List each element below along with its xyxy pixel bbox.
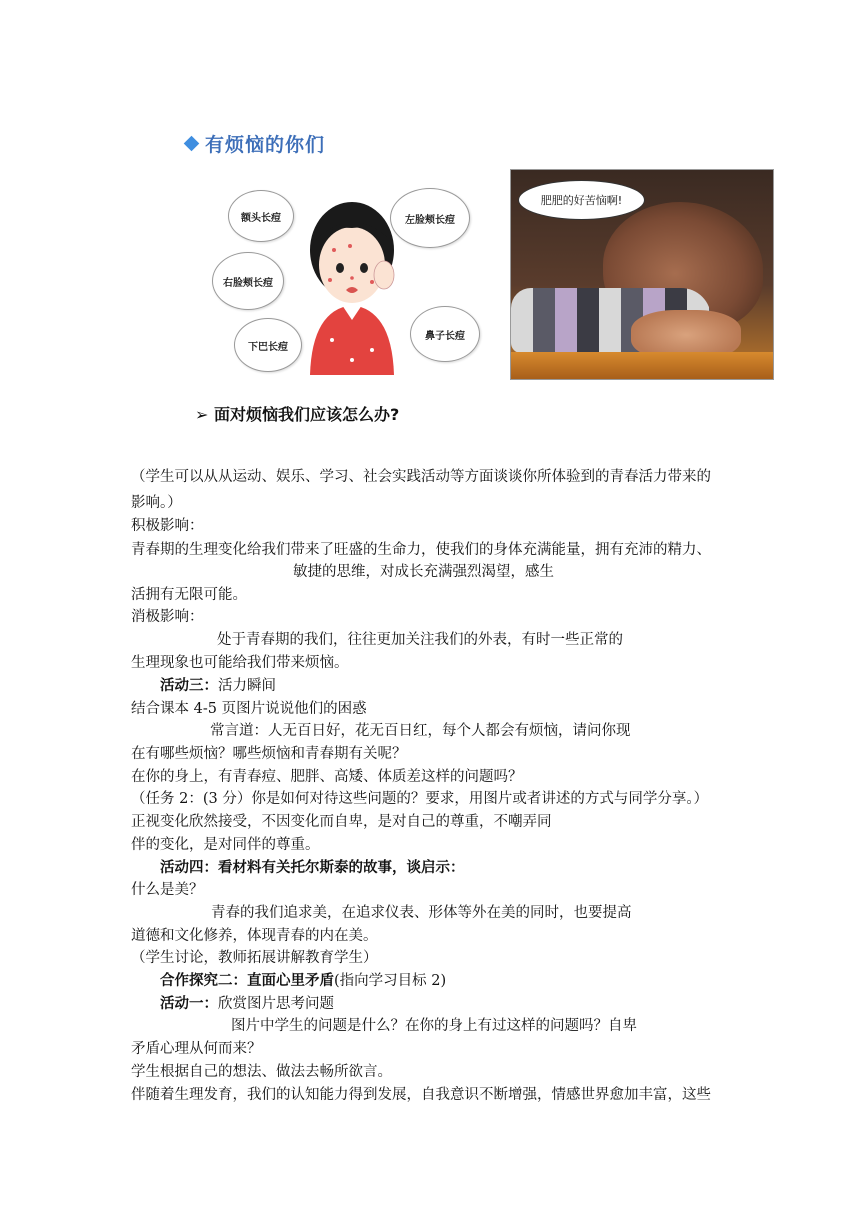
- text-line: 伴的变化，是对同伴的尊重。: [131, 837, 320, 853]
- section-title: 有烦恼的你们: [205, 134, 326, 156]
- text-line: （学生可以从从运动、娱乐、学习、社会实践活动等方面谈谈你所体验到的青春活力带来的: [131, 469, 711, 485]
- bubble-nose: 鼻子长痘: [410, 306, 480, 362]
- text-line: 道德和文化修养，体现青春的内在美。: [131, 928, 378, 944]
- text-line: 矛盾心理从何而来？: [131, 1041, 262, 1057]
- text-line: 什么是美？: [131, 882, 204, 898]
- text-line: 敏捷的思维，对成长充满强烈渴望，感生: [293, 564, 554, 580]
- text-line: 生理现象也可能给我们带来烦恼。: [131, 655, 349, 671]
- text-line: 图片中学生的问题是什么？在你的身上有过这样的问题吗？自卑: [231, 1018, 637, 1034]
- text-line: 结合课本 4-5 页图片说说他们的困惑: [131, 701, 367, 717]
- text-line: （学生讨论，教师拓展讲解教育学生）: [131, 950, 378, 966]
- text-line: 活拥有无限可能。: [131, 587, 247, 603]
- text-line: （任务 2：(3 分）你是如何对待这些问题的？要求，用图片或者讲述的方式与同学分享。）: [131, 791, 709, 807]
- question-text: 面对烦恼我们应该怎么办?: [213, 405, 400, 424]
- activity-one: 活动一：欣赏图片思考问题: [160, 995, 334, 1012]
- cooperative-inquiry-two: 合作探究二：直面心里矛盾(指向学习目标 2): [160, 972, 447, 989]
- text-line: 青春的我们追求美，在追求仪表、形体等外在美的同时，也要提高: [211, 905, 632, 921]
- text-line: 影响。）: [131, 495, 182, 511]
- activity-four: 活动四：看材料有关托尔斯泰的故事，谈启示：: [160, 859, 465, 876]
- arrow-bullet-icon: ➢: [195, 405, 209, 424]
- diamond-bullet-icon: [184, 136, 200, 152]
- bubble-right-cheek: 右脸颊长痘: [212, 252, 284, 310]
- cartoon-girl-acne-illustration: [212, 180, 487, 375]
- text-line: 消极影响：: [131, 609, 204, 625]
- text-line: 学生根据自己的想法、做法去畅所欲言。: [131, 1064, 392, 1080]
- sleeping-boy-photo: [510, 169, 774, 380]
- text-line: 在有哪些烦恼？哪些烦恼和青春期有关呢？: [131, 746, 407, 762]
- photo-speech-bubble: 肥肥的好苦恼啊!: [518, 180, 645, 220]
- text-line: 常言道：人无百日好，花无百日红，每个人都会有烦恼，请问你现: [210, 723, 631, 739]
- text-line: 积极影响：: [131, 518, 204, 534]
- question-heading: [195, 402, 399, 425]
- text-line: 处于青春期的我们，往往更加关注我们的外表，有时一些正常的: [217, 632, 623, 648]
- bubble-left-cheek: 左脸颊长痘: [390, 188, 470, 248]
- bubble-forehead: 额头长痘: [228, 190, 294, 242]
- text-line: 正视变化欣然接受，不因变化而自卑，是对自己的尊重，不嘲弄同: [131, 814, 552, 830]
- text-line: 在你的身上，有青春痘、肥胖、高矮、体质差这样的问题吗？: [131, 769, 523, 785]
- text-line: 伴随着生理发育，我们的认知能力得到发展，自我意识不断增强，情感世界愈加丰富，这些: [131, 1087, 711, 1103]
- bubble-chin: 下巴长痘: [234, 318, 302, 372]
- activity-three: 活动三：活力瞬间: [160, 677, 276, 694]
- section-heading: [186, 130, 325, 157]
- text-line: 青春期的生理变化给我们带来了旺盛的生命力，使我们的身体充满能量，拥有充沛的精力、: [131, 542, 711, 558]
